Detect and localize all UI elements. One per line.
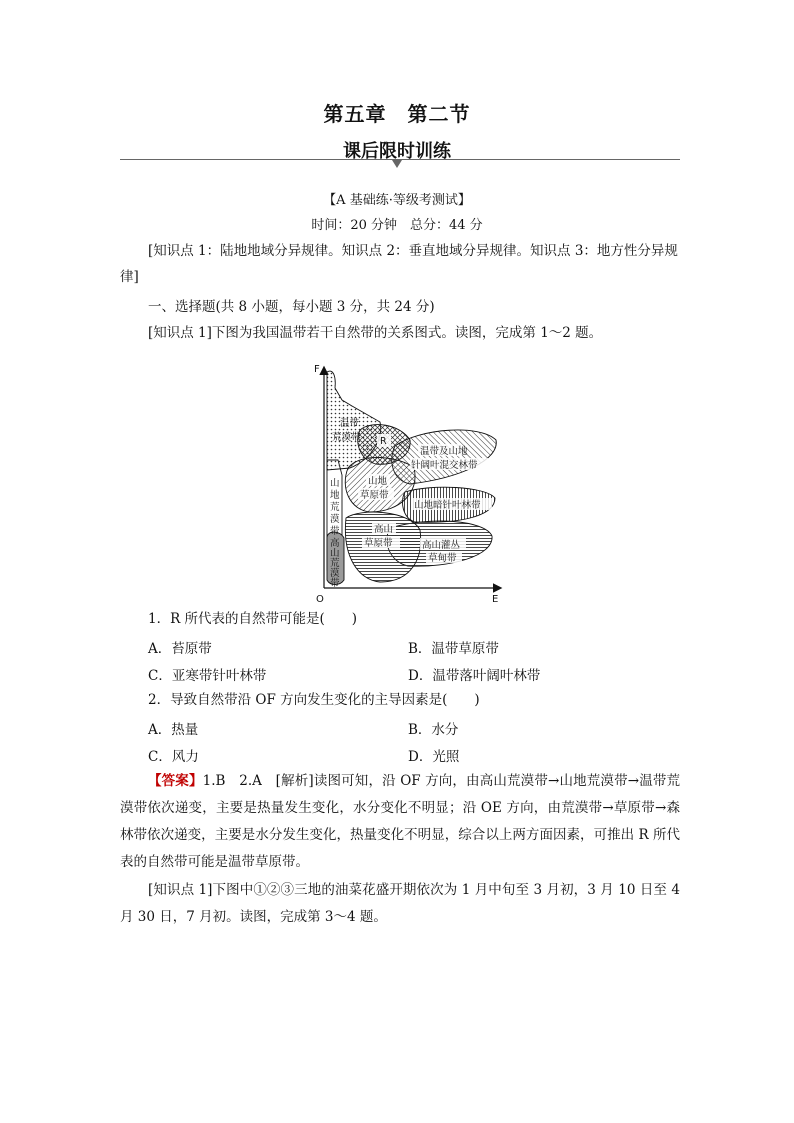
page-subtitle: 课后限时训练 [343,141,451,162]
question-2-option-d: D．光照 [408,749,460,765]
natural-zone-diagram [310,360,510,605]
test-time: 时间：20 分钟 总分：44 分 [311,218,483,233]
question-2-option-a: A．热量 [148,722,199,738]
label-mountain-grass-1: 山地 [368,476,388,487]
axis-label-e: E [492,594,499,605]
next-question-intro: [知识点 1]下图中①②③三地的油菜花盛开期依次为 1 月中旬至 3 月初，3 月 10 日至 4 月 30 日，7 月初。读图，完成第 3～4 题。 [120,882,680,925]
label-r: R [380,436,387,447]
answer-tag: 【答案】 [148,773,203,789]
label-dark-conifer: 山地暗针叶林带 [414,500,481,511]
label-alpine-desert-1: 高 [330,538,340,549]
question-2-stem: 2．导致自然带沿 OF 方向发生变化的主导因素是( ) [148,692,480,708]
label-alpine-desert-4: 漠 [330,568,340,579]
answer-block [120,768,680,876]
question-1-stem: 1．R 所代表的自然带可能是( ) [148,611,358,627]
knowledge-points: [知识点 1：陆地地域分异规律。知识点 2：垂直地域分异规律。知识点 3：地方性分异规律] [120,243,678,285]
label-mixed-forest-1: 温带及山地 [420,446,468,457]
axis-label-f: F [314,364,320,375]
section-heading: 一、选择题(共 8 小题，每小题 3 分，共 24 分) [148,299,435,315]
question-1-option-b: B．温带草原带 [408,641,499,657]
answer-text: 1.B 2.A [解析]读图可知，沿 OF 方向，由高山荒漠带→山地荒漠带→温带荒漠带依次递变，主要是热量发生变化，水分变化不明显；沿 OE 方向，由荒漠带→草原带→森林带依次递变，主要是水分发生变化，热量变化不明显，综合以上两方面因素，可推出 R 所代表的自然带可能是温带草原带。 [120,773,680,870]
question-1-option-a: A．苔原带 [148,641,212,657]
label-mixed-forest-2: 针阔叶混交林带 [411,460,478,471]
chapter-title: 第五章 第二节 [323,102,471,126]
divider-arrow-icon [392,160,402,168]
label-alpine-meadow-1: 高山 [374,524,394,535]
question-2-option-b: B．水分 [408,722,459,738]
label-alpine-desert-3: 荒 [330,558,340,569]
label-desert-top-2: 荒漠带 [332,432,361,443]
label-mountain-desert-5: 带 [330,526,340,537]
label-alpine-meadow-2: 草原带 [364,538,393,549]
label-mountain-desert-2: 地 [330,490,340,501]
label-alpine-desert-5: 带 [330,578,340,589]
label-desert-top-1: 温带 [340,418,360,429]
axis-label-o: O [316,594,324,605]
question-intro: [知识点 1]下图为我国温带若干自然带的关系图式。读图，完成第 1～2 题。 [148,325,603,341]
label-mountain-desert-1: 山 [330,478,340,489]
label-alpine-shrub-1: 高山灌丛 [422,540,461,551]
question-2-option-c: C．风力 [148,749,199,765]
label-mountain-desert-4: 漠 [330,514,340,525]
label-mountain-grass-2: 草原带 [360,490,389,501]
test-level: 【A 基础练·等级考测试】 [323,193,471,208]
question-1-option-c: C．亚寒带针叶林带 [148,668,267,684]
label-mountain-desert-3: 荒 [330,502,340,513]
label-alpine-desert-2: 山 [330,548,340,559]
label-alpine-shrub-2: 草甸带 [428,553,457,564]
question-1-option-d: D．温带落叶阔叶林带 [408,668,541,684]
